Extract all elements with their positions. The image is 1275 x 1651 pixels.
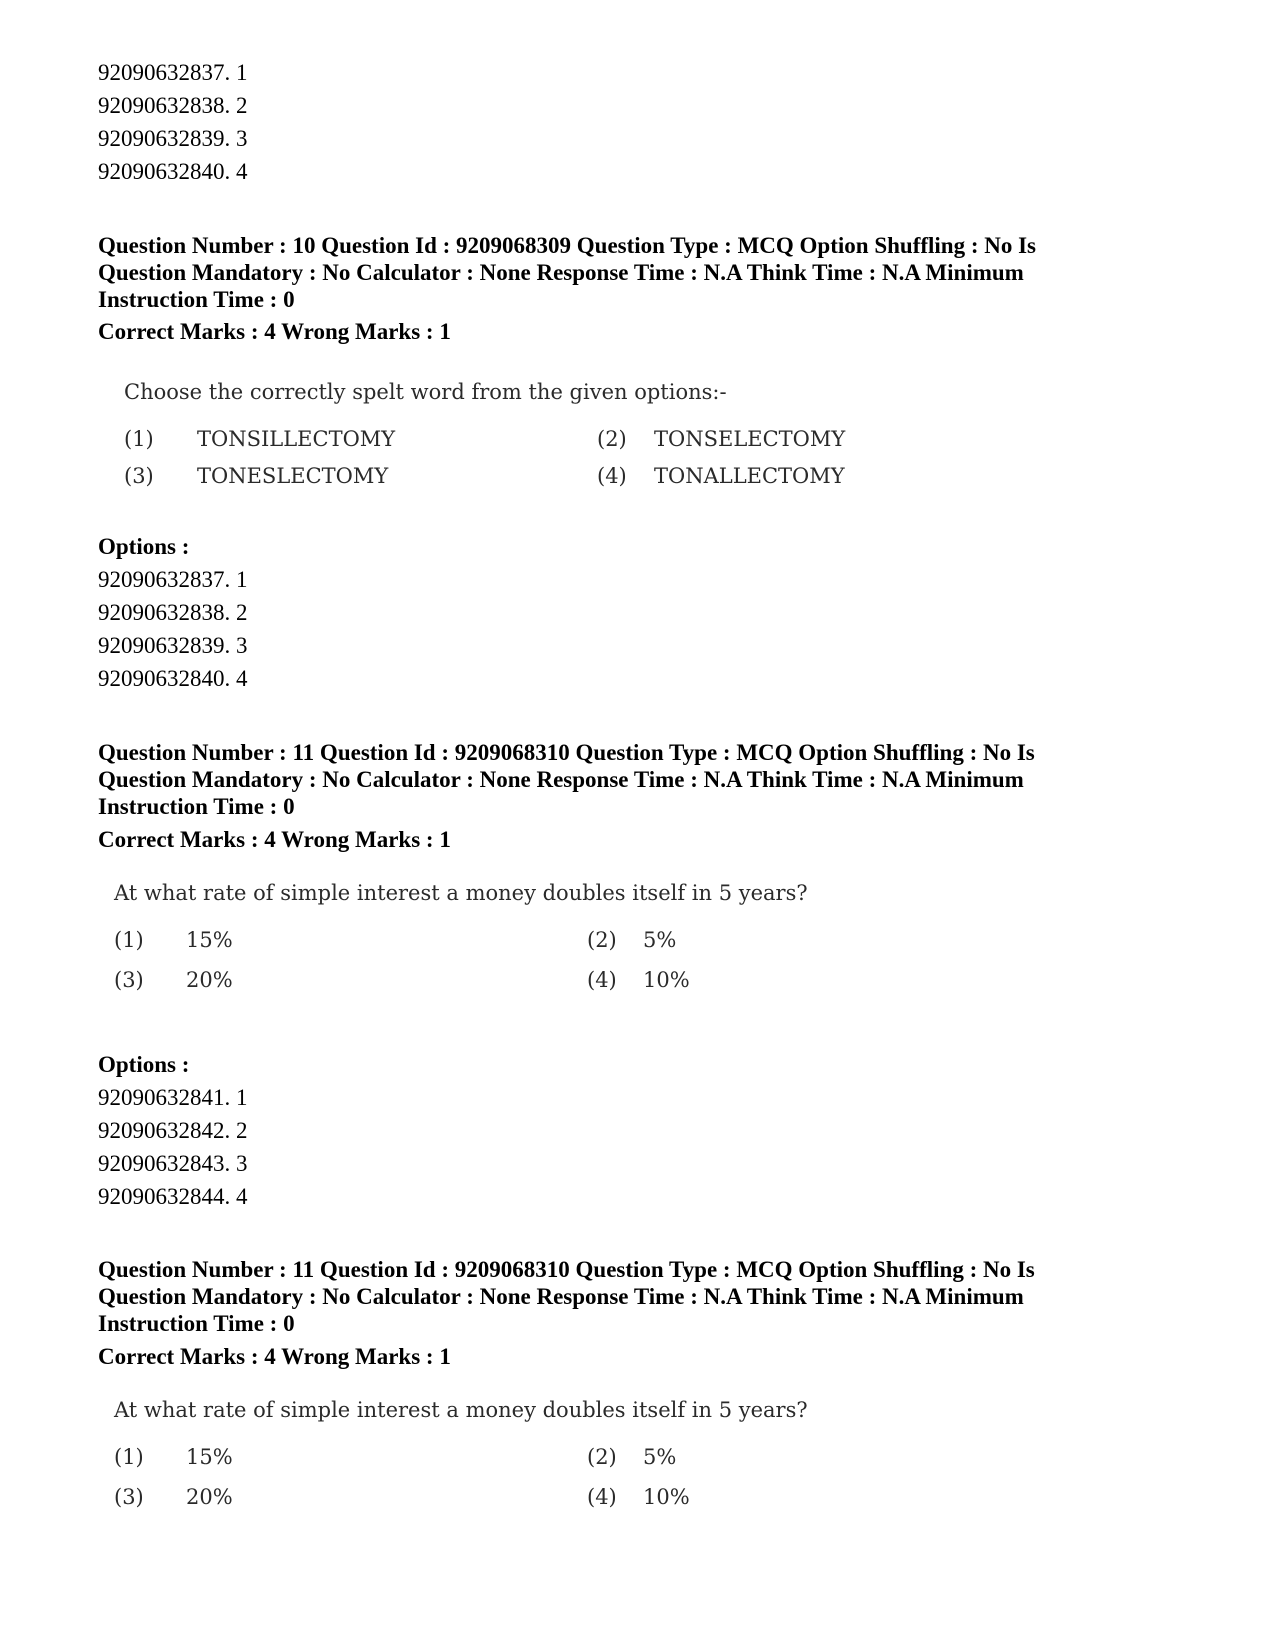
option-item: 92090632838. 2 bbox=[98, 93, 248, 118]
question-marks: Correct Marks : 4 Wrong Marks : 1 bbox=[98, 1344, 451, 1369]
choice-text: TONSELECTOMY bbox=[654, 427, 846, 451]
question-text: At what rate of simple interest a money doubles itself in 5 years? bbox=[114, 881, 808, 905]
option-item: 92090632840. 4 bbox=[98, 159, 248, 184]
choice-text: TONESLECTOMY bbox=[197, 464, 389, 488]
question-header-line3: Instruction Time : 0 bbox=[98, 794, 295, 819]
question-header-line2: Question Mandatory : No Calculator : None Response Time : N.A Think Time : N.A Minimum bbox=[98, 767, 1024, 792]
choice-number: (3) bbox=[114, 1485, 144, 1509]
options-label: Options : bbox=[98, 1052, 190, 1077]
choice-text: 15% bbox=[186, 928, 233, 952]
option-item: 92090632841. 1 bbox=[98, 1085, 248, 1110]
choice-number: (3) bbox=[124, 464, 154, 488]
option-item: 92090632842. 2 bbox=[98, 1118, 248, 1143]
question-header-line1: Question Number : 11 Question Id : 9209068310 Question Type : MCQ Option Shuffling : No Is bbox=[98, 740, 1035, 765]
option-item: 92090632838. 2 bbox=[98, 600, 248, 625]
option-item: 92090632843. 3 bbox=[98, 1151, 248, 1176]
option-item: 92090632840. 4 bbox=[98, 666, 248, 691]
question-marks: Correct Marks : 4 Wrong Marks : 1 bbox=[98, 319, 451, 344]
choice-text: 10% bbox=[643, 968, 690, 992]
option-item: 92090632839. 3 bbox=[98, 126, 248, 151]
choice-text: 20% bbox=[186, 1485, 233, 1509]
choice-text: TONSILLECTOMY bbox=[197, 427, 396, 451]
question-marks: Correct Marks : 4 Wrong Marks : 1 bbox=[98, 827, 451, 852]
choice-number: (2) bbox=[587, 928, 617, 952]
choice-text: 5% bbox=[643, 928, 677, 952]
choice-number: (4) bbox=[587, 968, 617, 992]
choice-text: TONALLECTOMY bbox=[654, 464, 845, 488]
choice-number: (2) bbox=[597, 427, 627, 451]
choice-number: (1) bbox=[114, 928, 144, 952]
choice-text: 15% bbox=[186, 1445, 233, 1469]
choice-text: 5% bbox=[643, 1445, 677, 1469]
question-header-line1: Question Number : 11 Question Id : 9209068310 Question Type : MCQ Option Shuffling : No Is bbox=[98, 1257, 1035, 1282]
question-header-line3: Instruction Time : 0 bbox=[98, 287, 295, 312]
option-item: 92090632837. 1 bbox=[98, 567, 248, 592]
choice-number: (1) bbox=[124, 427, 154, 451]
question-header-line2: Question Mandatory : No Calculator : None Response Time : N.A Think Time : N.A Minimum bbox=[98, 1284, 1024, 1309]
choice-number: (4) bbox=[587, 1485, 617, 1509]
options-label: Options : bbox=[98, 534, 190, 559]
question-header-line2: Question Mandatory : No Calculator : None Response Time : N.A Think Time : N.A Minimum bbox=[98, 260, 1024, 285]
question-header-line1: Question Number : 10 Question Id : 9209068309 Question Type : MCQ Option Shuffling : No Is bbox=[98, 233, 1037, 258]
choice-number: (3) bbox=[114, 968, 144, 992]
question-text: Choose the correctly spelt word from the given options:- bbox=[124, 380, 727, 404]
choice-text: 10% bbox=[643, 1485, 690, 1509]
option-item: 92090632837. 1 bbox=[98, 60, 248, 85]
option-item: 92090632844. 4 bbox=[98, 1184, 248, 1209]
choice-number: (4) bbox=[597, 464, 627, 488]
option-item: 92090632839. 3 bbox=[98, 633, 248, 658]
choice-text: 20% bbox=[186, 968, 233, 992]
question-text: At what rate of simple interest a money doubles itself in 5 years? bbox=[114, 1398, 808, 1422]
question-header-line3: Instruction Time : 0 bbox=[98, 1311, 295, 1336]
choice-number: (2) bbox=[587, 1445, 617, 1469]
choice-number: (1) bbox=[114, 1445, 144, 1469]
